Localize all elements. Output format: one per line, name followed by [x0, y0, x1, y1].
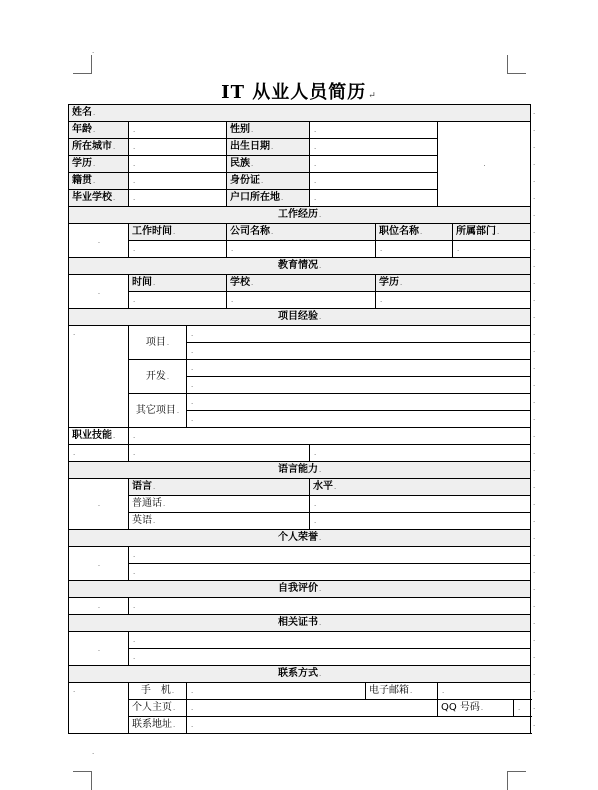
edu-school-field[interactable]: .	[227, 292, 376, 309]
row-end-mark: .	[533, 618, 536, 626]
honors-section-heading: 个人荣誉.	[69, 530, 531, 547]
row-end-mark: .	[533, 363, 536, 371]
row-end-mark: .	[533, 567, 536, 575]
photo-field[interactable]: .	[438, 122, 531, 207]
row-end-mark: .	[533, 465, 536, 473]
certs-line-2[interactable]: .	[129, 649, 531, 666]
return-mark: ↵	[368, 91, 377, 101]
row-end-mark: .	[533, 142, 536, 150]
email-field[interactable]: .	[438, 683, 531, 700]
project-item-line-1[interactable]: .	[187, 326, 531, 343]
email-label: 电子邮箱.	[366, 683, 438, 700]
department-field[interactable]: .	[453, 241, 531, 258]
edu-time-header: 时间.	[129, 275, 227, 292]
project-item-label: 项目.	[129, 326, 187, 360]
project-side-cell[interactable]: .	[69, 326, 129, 428]
education-label: 学历.	[69, 156, 129, 173]
row-end-mark: .	[533, 533, 536, 541]
city-label: 所在城市.	[69, 139, 129, 156]
resume-table	[68, 104, 531, 734]
row-end-mark: .	[533, 108, 536, 116]
edu-school-header: 学校.	[227, 275, 376, 292]
row-end-mark: .	[533, 703, 536, 711]
ethnicity-field[interactable]: .	[310, 156, 438, 173]
paragraph-mark: .	[92, 748, 95, 756]
phone-field[interactable]: .	[187, 683, 366, 700]
row-end-mark: .	[533, 193, 536, 201]
crop-mark-top-left	[73, 55, 92, 74]
self-eval-field[interactable]: .	[129, 598, 531, 615]
row-end-mark: .	[533, 720, 536, 728]
title-text: IT 从业人员简历	[221, 82, 367, 103]
honors-line-1[interactable]: .	[129, 547, 531, 564]
row-end-mark: .	[533, 244, 536, 252]
row-end-mark: .	[533, 397, 536, 405]
gender-field[interactable]: .	[310, 122, 438, 139]
name-label[interactable]: 姓名.	[69, 105, 531, 122]
row-end-mark: .	[533, 176, 536, 184]
project-other-line-1[interactable]: .	[187, 394, 531, 411]
contact-side-cell[interactable]: .	[69, 683, 129, 734]
row-end-mark: .	[533, 346, 536, 354]
row-end-mark: .	[533, 278, 536, 286]
row-end-mark: .	[533, 227, 536, 235]
project-section-heading: 项目经验.	[69, 309, 531, 326]
homepage-field[interactable]: .	[187, 700, 438, 717]
page-title[interactable]	[68, 78, 530, 104]
skills-field[interactable]: .	[129, 428, 531, 445]
homepage-label: 个人主页.	[129, 700, 187, 717]
project-item-line-2[interactable]: .	[187, 343, 531, 360]
native-place-field[interactable]: .	[129, 173, 227, 190]
language-section-heading: 语言能力.	[69, 462, 531, 479]
edu-side-cell[interactable]: .	[69, 275, 129, 309]
qq-label: QQ 号码.	[438, 700, 514, 717]
contact-section-heading: 联系方式.	[69, 666, 531, 683]
edu-section-heading: 教育情况.	[69, 258, 531, 275]
row-end-mark: .	[533, 669, 536, 677]
phone-label: 手 机.	[129, 683, 187, 700]
row-end-mark: .	[533, 329, 536, 337]
row-end-mark: .	[533, 482, 536, 490]
company-header: 公司名称.	[227, 224, 376, 241]
skills-label: 职业技能.	[69, 428, 129, 445]
certs-side-cell[interactable]: .	[69, 632, 129, 666]
row-end-mark: .	[533, 380, 536, 388]
certs-line-1[interactable]: .	[129, 632, 531, 649]
birthdate-field[interactable]: .	[310, 139, 438, 156]
row-end-mark: .	[533, 499, 536, 507]
row-end-mark: .	[533, 584, 536, 592]
row-end-mark: .	[533, 601, 536, 609]
row-end-mark: .	[533, 414, 536, 422]
age-label: 年龄.	[69, 122, 129, 139]
row-end-mark: .	[533, 261, 536, 269]
crop-mark-bottom-right	[507, 771, 526, 790]
edu-degree-header: 学历.	[376, 275, 531, 292]
address-field[interactable]: .	[187, 717, 531, 734]
school-label: 毕业学校.	[69, 190, 129, 207]
hukou-field[interactable]: .	[310, 190, 438, 207]
id-card-label: 身份证.	[227, 173, 310, 190]
native-place-label: 籍贯.	[69, 173, 129, 190]
row-end-mark: .	[533, 431, 536, 439]
school-field[interactable]: .	[129, 190, 227, 207]
age-field[interactable]: .	[129, 122, 227, 139]
project-other-label: 其它项目.	[129, 394, 187, 428]
skills-field-right[interactable]: .	[310, 445, 531, 462]
crop-mark-top-right	[507, 55, 526, 74]
skills-field-left[interactable]: .	[129, 445, 310, 462]
row-end-mark: .	[533, 550, 536, 558]
english-level-field[interactable]: .	[310, 513, 531, 530]
project-dev-label: 开发.	[129, 360, 187, 394]
address-label: 联系地址.	[129, 717, 187, 734]
language-header: 语言.	[129, 479, 310, 496]
row-end-mark: .	[533, 448, 536, 456]
paragraph-mark: .	[92, 47, 95, 55]
language-side-cell[interactable]: .	[69, 479, 129, 530]
skills-side-cell[interactable]: .	[69, 445, 129, 462]
project-dev-line-1[interactable]: .	[187, 360, 531, 377]
department-header: 所属部门.	[453, 224, 531, 241]
mandarin-label: 普通话.	[129, 496, 310, 513]
ethnicity-label: 民族.	[227, 156, 310, 173]
row-end-mark: .	[533, 125, 536, 133]
city-field[interactable]: .	[129, 139, 227, 156]
self-eval-side-cell[interactable]: .	[69, 598, 129, 615]
row-end-mark: .	[533, 210, 536, 218]
project-other-line-2[interactable]: .	[187, 411, 531, 428]
work-time-field[interactable]: .	[129, 241, 227, 258]
birthdate-label: 出生日期.	[227, 139, 310, 156]
gender-label: 性别.	[227, 122, 310, 139]
row-end-mark: .	[533, 312, 536, 320]
honors-side-cell[interactable]: .	[69, 547, 129, 581]
id-card-field[interactable]: .	[310, 173, 438, 190]
education-field[interactable]: .	[129, 156, 227, 173]
work-section-heading: 工作经历.	[69, 207, 531, 224]
level-header: 水平.	[310, 479, 531, 496]
mandarin-level-field[interactable]: .	[310, 496, 531, 513]
work-side-cell[interactable]: .	[69, 224, 129, 258]
honors-line-2[interactable]: .	[129, 564, 531, 581]
row-end-mark: .	[533, 516, 536, 524]
row-end-mark: .	[533, 159, 536, 167]
row-end-mark: .	[533, 652, 536, 660]
row-end-mark: .	[533, 295, 536, 303]
edu-degree-field[interactable]: .	[376, 292, 531, 309]
hukou-label: 户口所在地.	[227, 190, 310, 207]
row-end-mark: .	[533, 686, 536, 694]
position-header: 职位名称.	[376, 224, 453, 241]
english-label: 英语.	[129, 513, 310, 530]
work-time-header: 工作时间.	[129, 224, 227, 241]
crop-mark-bottom-left	[73, 771, 92, 790]
row-end-mark: .	[533, 635, 536, 643]
certs-section-heading: 相关证书.	[69, 615, 531, 632]
qq-field[interactable]: .	[514, 700, 531, 717]
edu-time-field[interactable]: .	[129, 292, 227, 309]
position-field[interactable]: .	[376, 241, 453, 258]
project-dev-line-2[interactable]: .	[187, 377, 531, 394]
self-eval-section-heading: 自我评价.	[69, 581, 531, 598]
company-field[interactable]: .	[227, 241, 376, 258]
